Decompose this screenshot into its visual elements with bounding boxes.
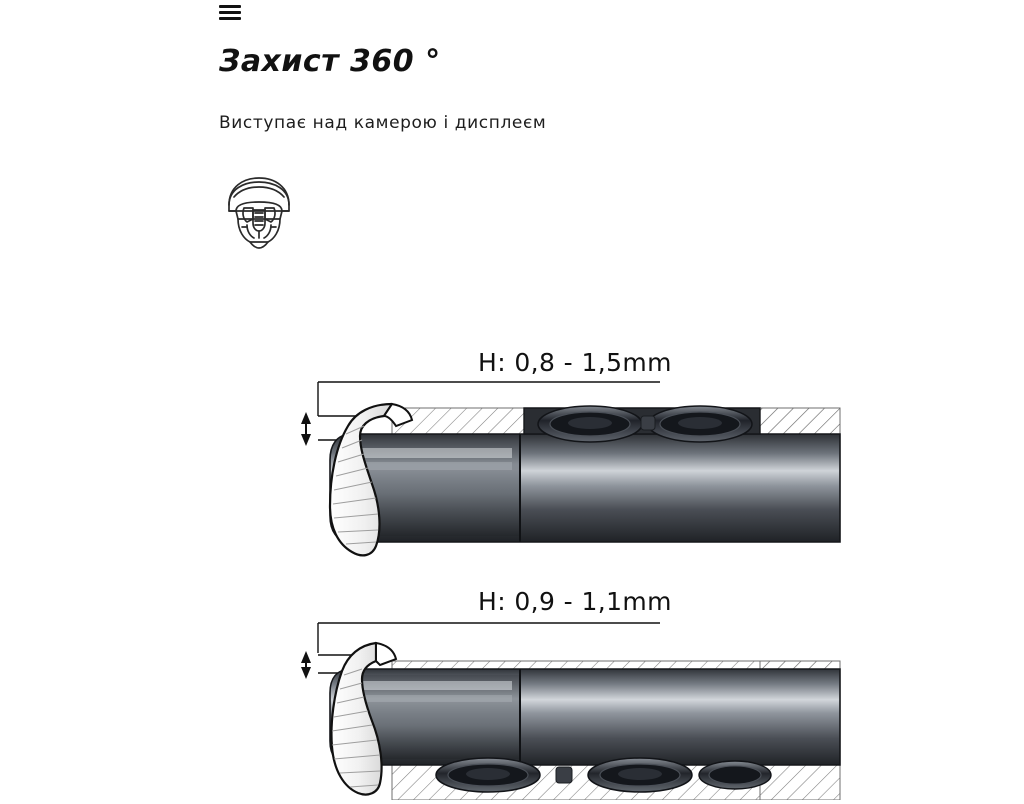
page-title: Захист 360 ° [219,44,441,79]
dimension-label-bottom: H: 0,9 - 1,1mm [478,587,672,616]
double-headed-vertical-arrow-icon [301,412,311,446]
figure-bottom [0,575,1024,800]
figure-top [0,330,1024,570]
page-subtitle: Виступає над камерою і дисплеєм [219,113,547,133]
dimension-label-top: H: 0,8 - 1,5mm [478,348,672,377]
double-headed-vertical-arrow-icon [301,651,311,679]
hamburger-bar-3 [219,17,241,20]
stormtrooper-helmet-icon [216,175,302,253]
hamburger-bar-2 [219,11,241,14]
hamburger-menu-icon[interactable] [219,2,241,22]
hamburger-bar-1 [219,5,241,8]
